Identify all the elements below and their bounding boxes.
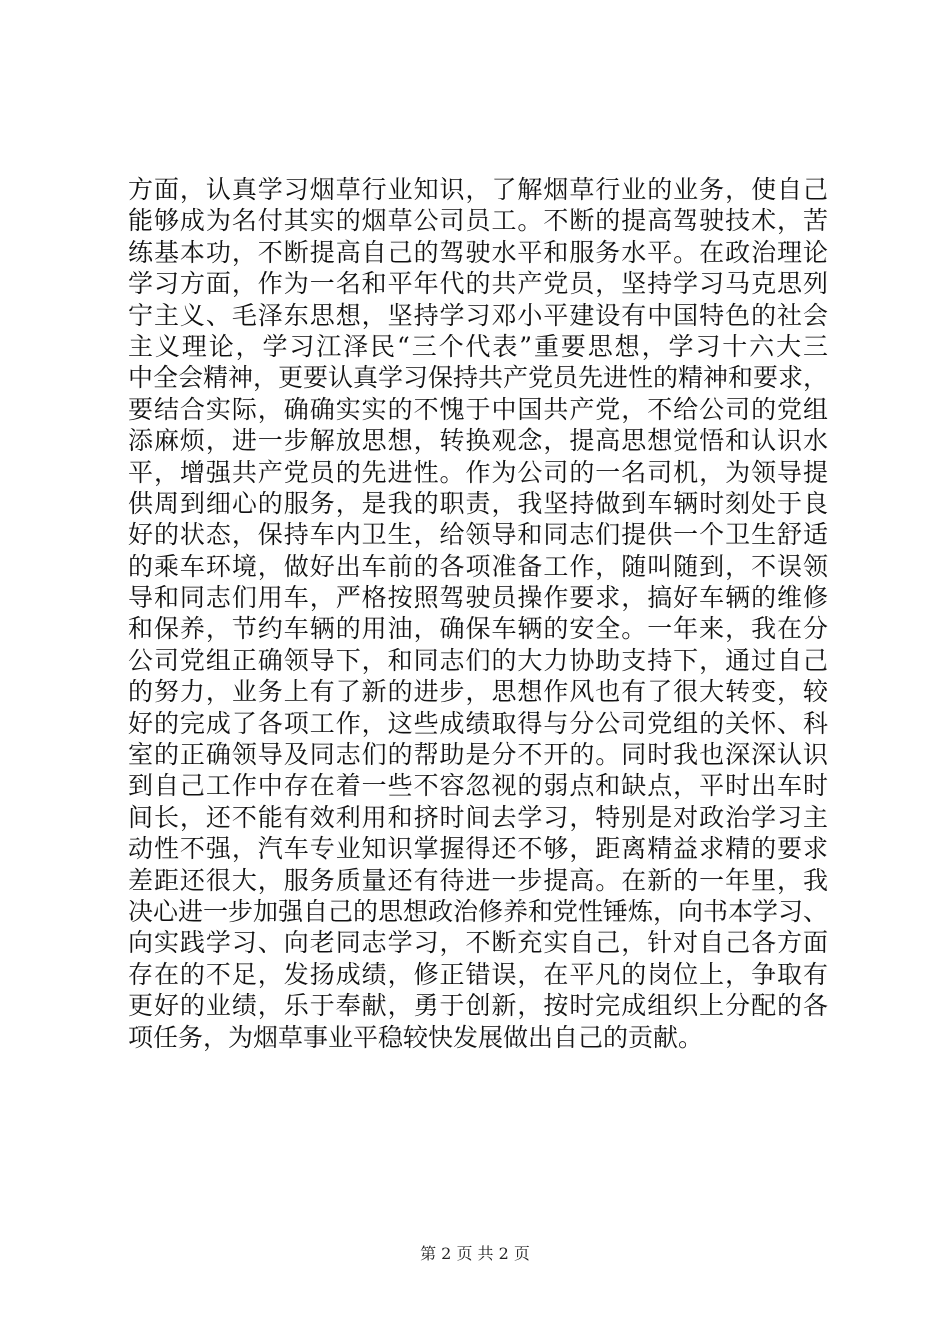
text-line: 到自己工作中存在着一些不容忽视的弱点和缺点，平时出车时 — [128, 771, 828, 801]
text-line: 间长，还不能有效利用和挤时间去学习，特别是对政治学习主 — [128, 802, 828, 832]
text-line: 要结合实际，确确实实的不愧于中国共产党，不给公司的党组 — [128, 394, 828, 424]
text-line: 室的正确领导及同志们的帮助是分不开的。同时我也深深认识 — [128, 740, 828, 770]
text-line: 决心进一步加强自己的思想政治修养和党性锤炼，向书本学习、 — [128, 896, 829, 926]
text-line: 公司党组正确领导下，和同志们的大力协助支持下，通过自己 — [128, 645, 828, 675]
text-line: 导和同志们用车，严格按照驾驶员操作要求，搞好车辆的维修 — [128, 583, 828, 613]
text-line: 平，增强共产党员的先进性。作为公司的一名司机，为领导提 — [128, 457, 828, 487]
text-line: 主义理论，学习江泽民“三个代表”重要思想，学习十六大三 — [128, 331, 828, 361]
text-line: 练基本功，不断提高自己的驾驶水平和服务水平。在政治理论 — [128, 237, 828, 267]
page-number-footer: 第 2 页 共 2 页 — [420, 1244, 530, 1263]
text-line: 的努力，业务上有了新的进步，思想作风也有了很大转变，较 — [128, 677, 828, 707]
body-paragraph — [128, 174, 828, 1053]
text-line: 学习方面，作为一名和平年代的共产党员，坚持学习马克思列 — [128, 269, 828, 299]
text-line: 添麻烦，进一步解放思想，转换观念，提高思想觉悟和认识水 — [128, 426, 828, 456]
text-line: 供周到细心的服务，是我的职责，我坚持做到车辆时刻处于良 — [128, 488, 828, 518]
text-line: 宁主义、毛泽东思想，坚持学习邓小平建设有中国特色的社会 — [128, 300, 828, 330]
text-line: 中全会精神，更要认真学习保持共产党员先进性的精神和要求， — [128, 363, 829, 393]
text-line: 好的状态，保持车内卫生，给领导和同志们提供一个卫生舒适 — [128, 520, 828, 550]
text-line: 项任务，为烟草事业平稳较快发展做出自己的贡献。 — [128, 1022, 704, 1052]
text-line: 动性不强，汽车专业知识掌握得还不够，距离精益求精的要求 — [128, 834, 828, 864]
text-line: 的乘车环境，做好出车前的各项准备工作，随叫随到，不误领 — [128, 551, 828, 581]
text-line: 好的完成了各项工作，这些成绩取得与分公司党组的关怀、科 — [128, 708, 828, 738]
text-line: 能够成为名付其实的烟草公司员工。不断的提高驾驶技术，苦 — [128, 206, 828, 236]
text-line: 和保养，节约车辆的用油，确保车辆的安全。一年来，我在分 — [128, 614, 828, 644]
text-line: 差距还很大，服务质量还有待进一步提高。在新的一年里，我 — [128, 865, 828, 895]
text-line: 方面，认真学习烟草行业知识，了解烟草行业的业务，使自己 — [128, 175, 828, 204]
text-line: 存在的不足，发扬成绩，修正错误，在平凡的岗位上，争取有 — [128, 959, 828, 989]
text-line: 更好的业绩，乐于奉献，勇于创新，按时完成组织上分配的各 — [128, 991, 828, 1021]
text-line: 向实践学习、向老同志学习，不断充实自己，针对自己各方面 — [128, 928, 828, 958]
